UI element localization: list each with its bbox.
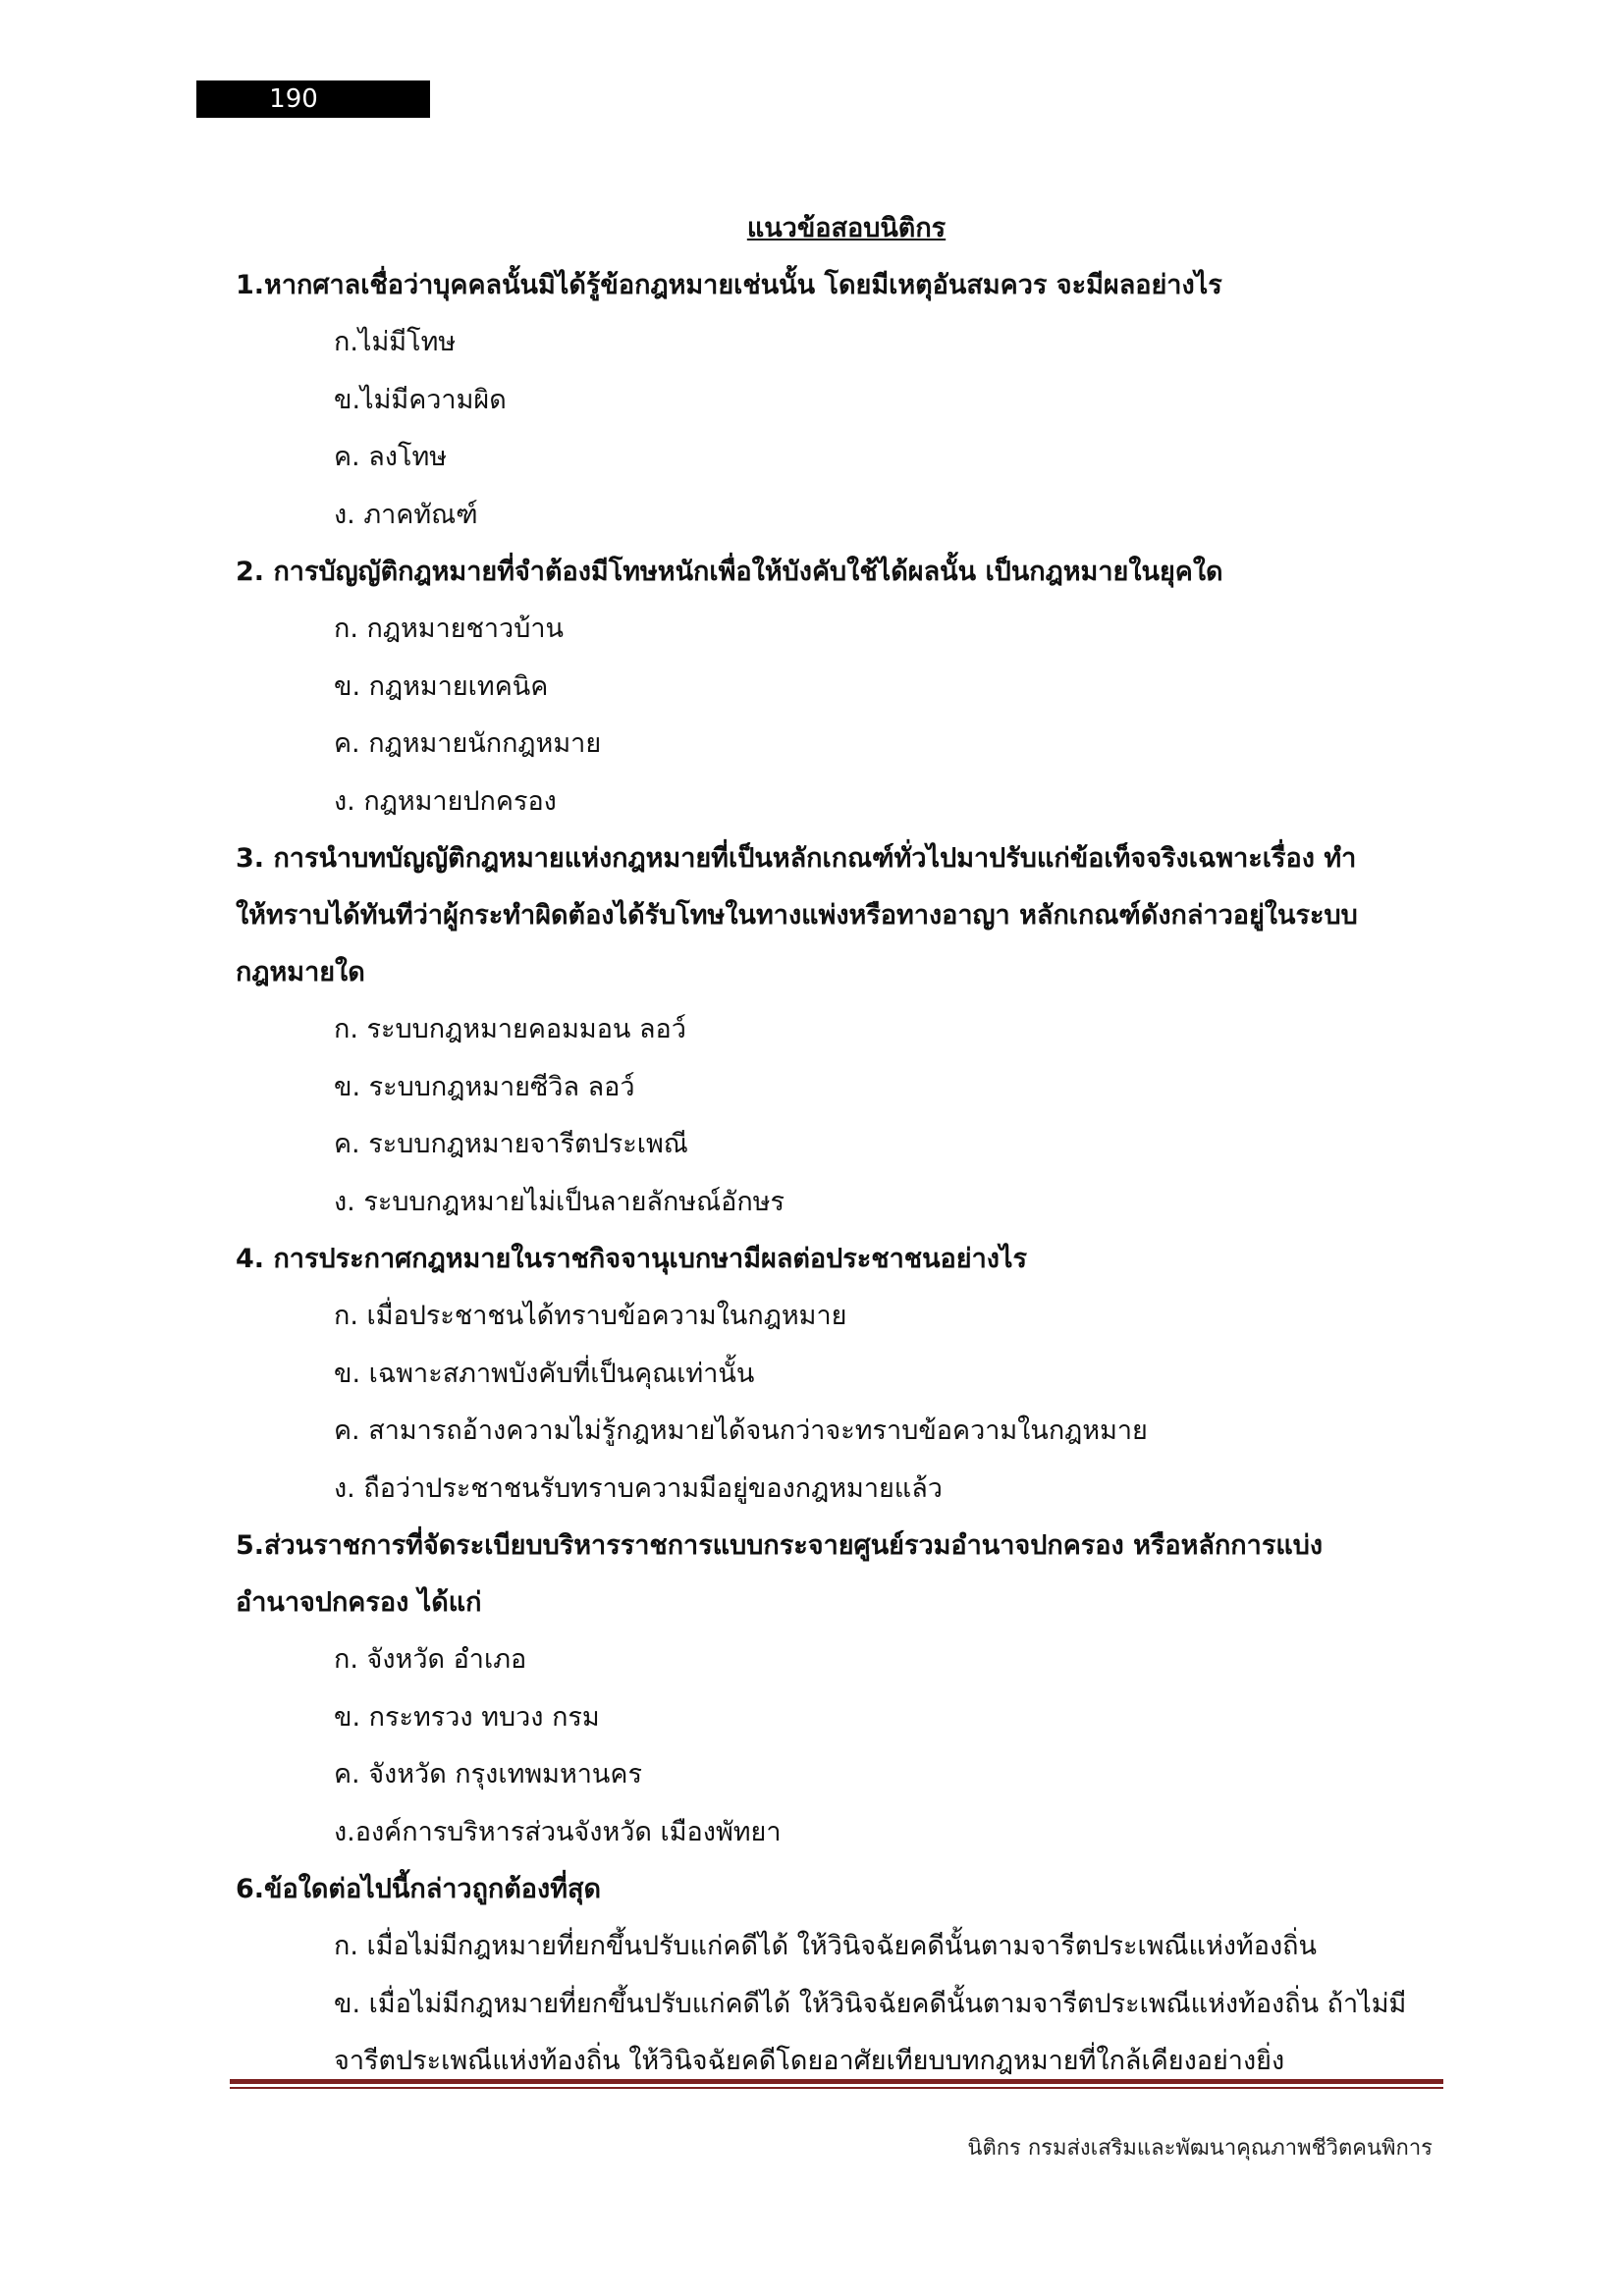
question-4-option-d: ง. ถือว่าประชาชนรับทราบความมีอยู่ของกฎหมายแล้ว (334, 1472, 943, 1504)
question-5-line-2: อำนาจปกครอง ได้แก่ (236, 1587, 482, 1618)
question-4-option-a: ก. เมื่อประชาชนได้ทราบข้อความในกฎหมาย (334, 1301, 847, 1331)
footer-divider (230, 2079, 1443, 2084)
question-5-option-b: ข. กระทรวง ทบวง กรม (334, 1701, 600, 1733)
question-2: 2. การบัญญัติกฎหมายที่จำต้องมีโทษหนักเพื่อให้บังคับใช้ได้ผลนั้น เป็นกฎหมายในยุคใด (236, 557, 1223, 587)
question-6: 6.ข้อใดต่อไปนี้กล่าวถูกต้องที่สุด (236, 1874, 602, 1904)
question-3-line-1: 3. การนำบทบัญญัติกฎหมายแห่งกฎหมายที่เป็นหลักเกณฑ์ทั่วไปมาปรับแก่ข้อเท็จจริงเฉพาะเรื่อง ทำ (236, 843, 1357, 874)
question-1: 1.หากศาลเชื่อว่าบุคคลนั้นมิได้รู้ข้อกฎหมายเช่นนั้น โดยมีเหตุอันสมควร จะมีผลอย่างไร (236, 270, 1222, 300)
footer-divider-thin (230, 2087, 1443, 2089)
question-1-option-b: ข.ไม่มีความผิด (334, 384, 507, 415)
question-3-line-3: กฎหมายใด (236, 957, 365, 988)
question-3-option-b: ข. ระบบกฎหมายซีวิล ลอว์ (334, 1071, 635, 1102)
question-6-option-a: ก. เมื่อไม่มีกฎหมายที่ยกขึ้นปรับแก่คดีได้ ให้วินิจฉัยคดีนั้นตามจารีตประเพณีแห่งท้องถิ่น (334, 1931, 1317, 1961)
footer-text: นิติกร กรมส่งเสริมและพัฒนาคุณภาพชีวิตคนพิการ (967, 2136, 1433, 2161)
question-3-line-2: ให้ทราบได้ทันทีว่าผู้กระทำผิดต้องได้รับโทษในทางแพ่งหรือทางอาญา หลักเกณฑ์ดังกล่าวอยู่ในระบบ (236, 900, 1358, 931)
question-5-line-1: 5.ส่วนราชการที่จัดระเบียบบริหารราชการแบบกระจายศูนย์รวมอำนาจปกครอง หรือหลักการแบ่ง (236, 1530, 1324, 1561)
question-4-option-c: ค. สามารถอ้างความไม่รู้กฎหมายได้จนกว่าจะทราบข้อความในกฎหมาย (334, 1415, 1148, 1446)
question-6-option-b: ข. เมื่อไม่มีกฎหมายที่ยกขึ้นปรับแก่คดีได้ ให้วินิจฉัยคดีนั้นตามจารีตประเพณีแห่งท้องถิ่น ถ้าไม่มี (334, 1988, 1407, 2019)
question-2-option-d: ง. กฎหมายปกครอง (334, 785, 557, 817)
question-6-option-b-continued: จารีตประเพณีแห่งท้องถิ่น ให้วินิจฉัยคดีโดยอาศัยเทียบบทกฎหมายที่ใกล้เคียงอย่างยิ่ง (334, 2046, 1285, 2076)
question-5-option-c: ค. จังหวัด กรุงเทพมหานคร (334, 1759, 642, 1789)
question-1-option-c: ค. ลงโทษ (334, 442, 448, 472)
question-1-option-d: ง. ภาคทัณฑ์ (334, 499, 478, 530)
question-2-option-c: ค. กฎหมายนักกฎหมาย (334, 728, 602, 759)
question-3-option-d: ง. ระบบกฎหมายไม่เป็นลายลักษณ์อักษร (334, 1186, 785, 1217)
question-1-option-a: ก.ไม่มีโทษ (334, 327, 457, 357)
question-2-option-a: ก. กฎหมายชาวบ้าน (334, 614, 564, 644)
question-5-option-a: ก. จังหวัด อำเภอ (334, 1644, 527, 1675)
question-5-option-d: ง.องค์การบริหารส่วนจังหวัด เมืองพัทยา (334, 1816, 782, 1847)
page-number-badge: 190 (196, 80, 430, 118)
page-title: แนวข้อสอบนิติกร (746, 213, 947, 243)
question-2-option-b: ข. กฎหมายเทคนิค (334, 670, 549, 702)
question-4: 4. การประกาศกฎหมายในราชกิจจานุเบกษามีผลต่อประชาชนอย่างไร (236, 1244, 1027, 1274)
question-3-option-c: ค. ระบบกฎหมายจารีตประเพณี (334, 1129, 688, 1159)
question-list (236, 257, 1443, 2091)
question-4-option-b: ข. เฉพาะสภาพบังคับที่เป็นคุณเท่านั้น (334, 1358, 755, 1389)
question-3-option-a: ก. ระบบกฎหมายคอมมอน ลอว์ (334, 1014, 686, 1044)
